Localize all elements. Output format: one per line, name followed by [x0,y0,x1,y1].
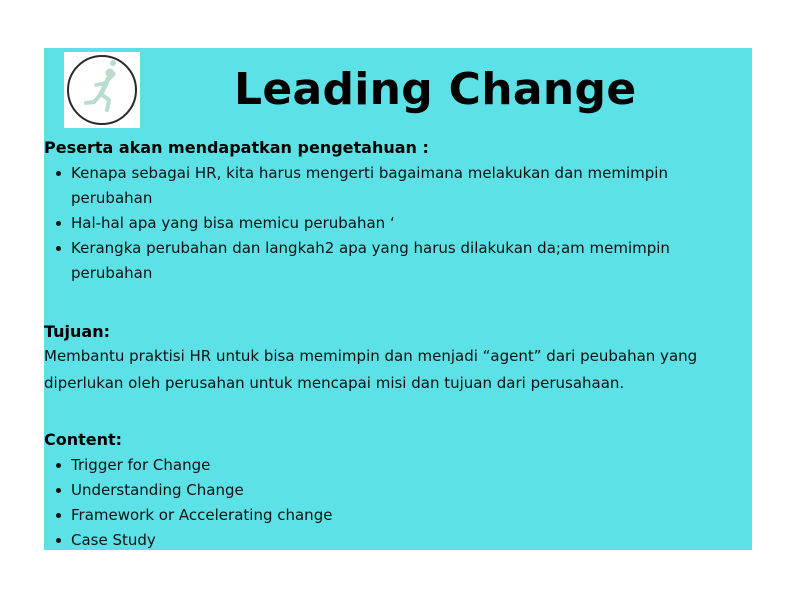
list-item: Understanding Change [44,478,744,503]
list-item: Kerangka perubahan dan langkah2 apa yang harus dilakukan da;am memimpin perubahan [44,236,744,286]
info-card [44,48,752,550]
list-item: Hal-hal apa yang bisa memicu perubahan ‘ [44,211,744,236]
list-item: Case Study [44,528,744,550]
content-list [44,453,744,550]
logo [64,52,140,128]
list-item: Framework or Accelerating change [44,503,744,528]
list-item: Kenapa sebagai HR, kita harus mengerti bagaimana melakukan dan memimpin perubahan [44,161,744,211]
knowledge-heading: Peserta akan mendapatkan pengetahuan : [44,138,429,157]
knowledge-list [44,161,744,286]
content-heading: Content: [44,430,123,449]
goal-heading: Tujuan: [44,322,111,341]
goal-text: Membantu praktisi HR untuk bisa memimpin dan menjadi “agent” dari peubahan yang diperlukan oleh perusahan untuk mencapai misi dan tujuan dari perusahaan. [44,347,698,392]
list-item: Trigger for Change [44,453,744,478]
running-figure-icon [64,52,140,128]
page-title: Leading Change [234,64,637,115]
